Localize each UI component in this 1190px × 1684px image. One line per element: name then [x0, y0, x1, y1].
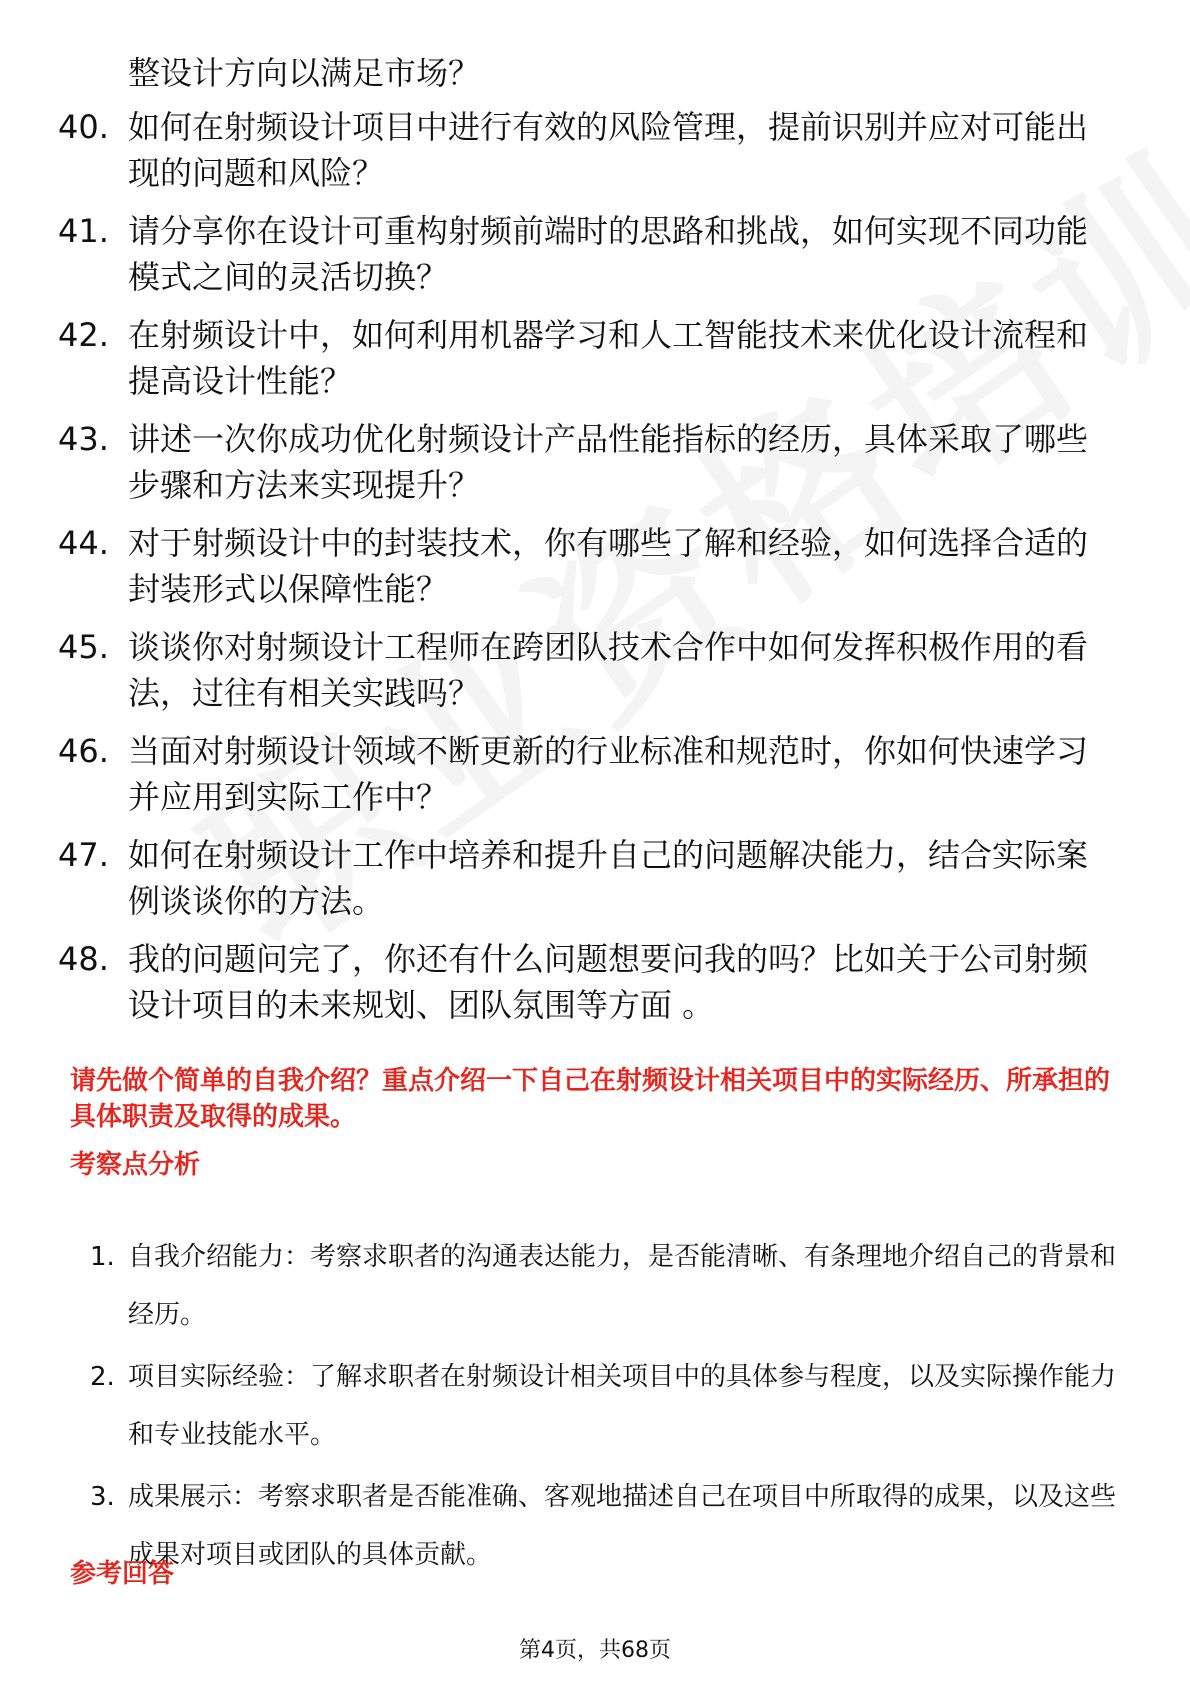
reference-heading: 参考回答 [70, 1559, 175, 1589]
analysis-item [90, 1468, 1130, 1584]
analysis-text: 项目实际经验：了解求职者在射频设计相关项目中的具体参与程度，以及实际操作能力和专业技能水平。 [128, 1362, 1117, 1450]
question-text: 如何在射频设计项目中进行有效的风险管理，提前识别并应对可能出现的问题和风险？ [128, 108, 1089, 192]
question-number: 45. [58, 628, 109, 666]
question-number: 47. [58, 836, 109, 874]
question-text: 我的问题问完了，你还有什么问题想要问我的吗？比如关于公司射频设计项目的未来规划、团队氛围等方面 。 [128, 940, 1089, 1024]
question-item [58, 936, 1118, 1028]
analysis-number: 3. [90, 1482, 115, 1512]
question-item [58, 208, 1118, 300]
question-text: 对于射频设计中的封装技术，你有哪些了解和经验，如何选择合适的封装形式以保障性能？ [128, 524, 1089, 608]
analysis-list [90, 1228, 1130, 1588]
question-item [58, 624, 1118, 716]
question-text: 讲述一次你成功优化射频设计产品性能指标的经历，具体采取了哪些步骤和方法来实现提升？ [128, 420, 1089, 504]
analysis-number: 2. [90, 1362, 115, 1392]
question-text: 在射频设计中，如何利用机器学习和人工智能技术来优化设计流程和提高设计性能？ [128, 316, 1089, 400]
question-number: 42. [58, 316, 109, 354]
question-number: 43. [58, 420, 109, 458]
question-text: 当面对射频设计领域不断更新的行业标准和规范时，你如何快速学习并应用到实际工作中？ [128, 732, 1089, 816]
analysis-item [90, 1228, 1130, 1344]
featured-question: 请先做个简单的自我介绍？重点介绍一下自己在射频设计相关项目中的实际经历、所承担的具体职责及取得的成果。 [70, 1066, 1111, 1132]
question-number: 44. [58, 524, 109, 562]
analysis-item [90, 1348, 1130, 1464]
question-number: 48. [58, 940, 109, 978]
question-item [58, 728, 1118, 820]
analysis-number: 1. [90, 1242, 115, 1272]
analysis-heading: 考察点分析 [70, 1150, 201, 1180]
question-number: 40. [58, 108, 109, 146]
question-text: 如何在射频设计工作中培养和提升自己的问题解决能力，结合实际案例谈谈你的方法。 [128, 836, 1089, 920]
question-item [58, 416, 1118, 508]
question-item [58, 104, 1118, 196]
question-number: 46. [58, 732, 109, 770]
page-footer: 第4页，共68页 [519, 1638, 671, 1663]
question-item [58, 520, 1118, 612]
question-continuation: 整设计方向以满足市场？ [128, 54, 481, 92]
analysis-text: 自我介绍能力：考察求职者的沟通表达能力，是否能清晰、有条理地介绍自己的背景和经历。 [128, 1242, 1117, 1330]
question-item [58, 832, 1118, 924]
question-list [58, 104, 1118, 1040]
question-text: 请分享你在设计可重构射频前端时的思路和挑战，如何实现不同功能模式之间的灵活切换？ [128, 212, 1089, 296]
question-text: 谈谈你对射频设计工程师在跨团队技术合作中如何发挥积极作用的看法，过往有相关实践吗？ [128, 628, 1089, 712]
analysis-text: 成果展示：考察求职者是否能准确、客观地描述自己在项目中所取得的成果，以及这些成果对项目或团队的具体贡献。 [128, 1482, 1117, 1570]
question-number: 41. [58, 212, 109, 250]
question-item [58, 312, 1118, 404]
